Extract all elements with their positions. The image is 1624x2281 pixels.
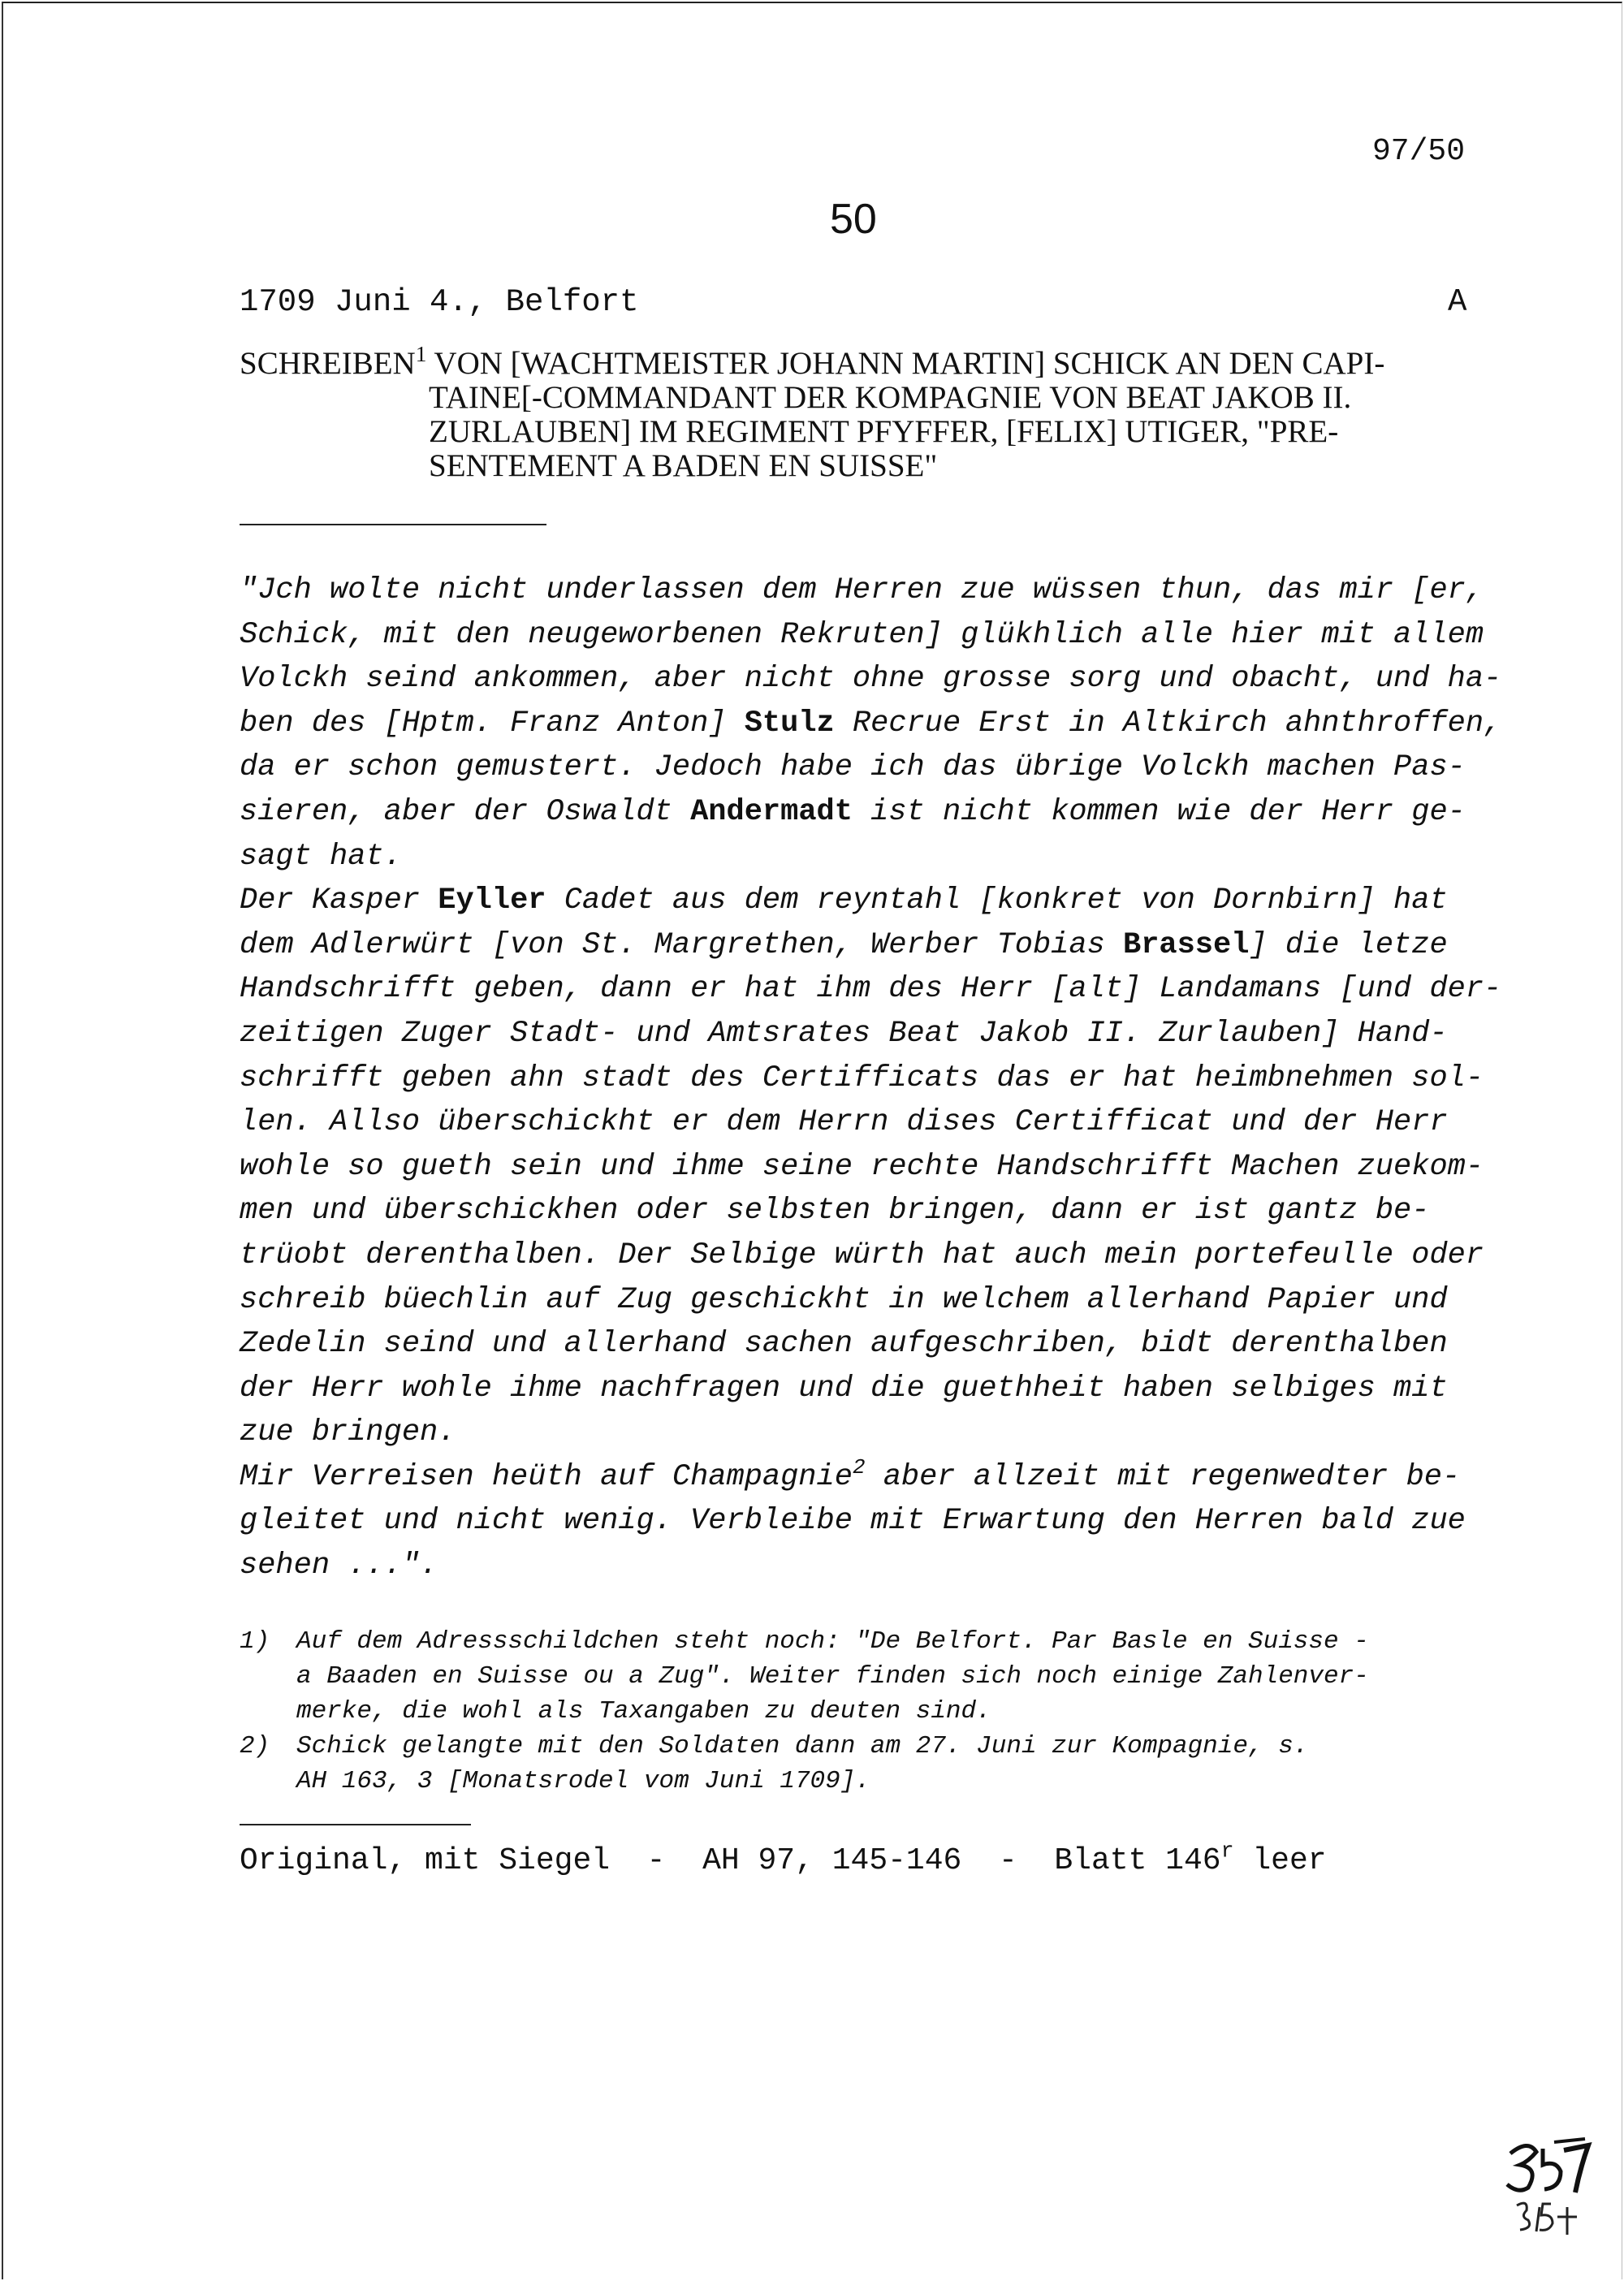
body-line bbox=[240, 1455, 1474, 1500]
date-place: 1709 Juni 4., Belfort bbox=[240, 284, 639, 320]
body-text: Cadet aus dem reyntahl [konkret von Dornbirn] hat bbox=[546, 883, 1448, 918]
folio-side: r bbox=[1220, 1838, 1234, 1864]
body-line: sehen ...". bbox=[240, 1549, 438, 1583]
person-name: Stulz bbox=[744, 706, 835, 741]
body-line bbox=[240, 702, 1502, 746]
body-text: Der Kasper bbox=[240, 883, 438, 918]
footnote-1 bbox=[240, 1624, 1474, 1729]
footnote-marker: 2) bbox=[240, 1732, 270, 1760]
heading-text: SCHREIBEN bbox=[240, 346, 416, 381]
body-line bbox=[240, 790, 1474, 835]
body-line: Volckh seind ankommen, aber nicht ohne grosse sorg und obacht, und ha- bbox=[240, 662, 1502, 697]
footnote-2 bbox=[240, 1729, 1474, 1799]
archive-number: 97/50 bbox=[1372, 134, 1466, 169]
body-line: wohle so gueth sein und ihme seine rechte Handschrifft Machen zuekom- bbox=[240, 1149, 1484, 1184]
body-text: sieren, aber der Oswaldt bbox=[240, 794, 691, 829]
heading-line bbox=[240, 342, 1474, 381]
body-line: gleitet und nicht wenig. Verbleibe mit Erwartung den Herren bald zue bbox=[240, 1504, 1466, 1539]
heading-line: ZURLAUBEN] IM REGIMENT PFYFFER, [FELIX] UTIGER, "PRE- bbox=[429, 414, 1339, 449]
footnote-ref: 2 bbox=[852, 1454, 866, 1480]
body-line: da er schon gemustert. Jedoch habe ich das übrige Volckh machen Pas- bbox=[240, 750, 1466, 785]
footnotes bbox=[240, 1624, 1474, 1799]
body-line: trüobt derenthalben. Der Selbige würth hat auch mein portefeulle oder bbox=[240, 1238, 1484, 1272]
body-line: "Jch wolte nicht underlassen dem Herren zue wüssen thun, das mir [er, bbox=[240, 573, 1484, 607]
body-text: dem Adlerwürt [von St. Margrethen, Werber Tobias bbox=[240, 927, 1123, 962]
body-line bbox=[240, 923, 1474, 968]
body-line: zue bringen. bbox=[240, 1415, 456, 1450]
body-text: Recrue Erst in Altkirch ahnthroffen, bbox=[834, 706, 1502, 741]
body-line: sagt hat. bbox=[240, 839, 402, 874]
body-line: der Herr wohle ihme nachfragen und die guethheit haben selbiges mit bbox=[240, 1371, 1448, 1406]
body-line: Zedelin seind und allerhand sachen aufgeschriben, bidt derenthalben bbox=[240, 1327, 1448, 1362]
footnote-line: Auf dem Adressschildchen steht noch: "De Belfort. Par Basle en Suisse - bbox=[296, 1627, 1369, 1656]
person-name: Andermadt bbox=[690, 794, 853, 829]
footnote-marker: 1) bbox=[240, 1627, 270, 1656]
body-text: aber allzeit mit regenwedter be- bbox=[865, 1459, 1461, 1494]
footnote-text bbox=[296, 1624, 1369, 1729]
body-text: ist nicht kommen wie der Herr ge- bbox=[852, 794, 1466, 829]
body-line: schrifft geben ahn stadt des Certifficats das er hat heimbnehmen sol- bbox=[240, 1061, 1484, 1095]
heading-text: VON [WACHTMEISTER JOHANN MARTIN] SCHICK AN DEN CAPI- bbox=[426, 346, 1385, 381]
heading-line: SENTEMENT A BADEN EN SUISSE" bbox=[429, 448, 938, 483]
body-text: ben des [Hptm. Franz Anton] bbox=[240, 706, 745, 741]
source-text: Original, mit Siegel - AH 97, 145-146 - Blatt 146 bbox=[240, 1843, 1221, 1878]
footnote-line: Schick gelangte mit den Soldaten dann am 27. Juni zur Kompagnie, s. bbox=[296, 1732, 1309, 1760]
footnote-ref: 1 bbox=[415, 342, 427, 366]
person-name: Eyller bbox=[438, 883, 546, 918]
person-name: Brassel bbox=[1122, 927, 1250, 962]
body-line bbox=[240, 879, 1474, 923]
letter-body bbox=[240, 568, 1502, 1588]
heading-line: TAINE[-COMMANDANT DER KOMPAGNIE VON BEAT JAKOB II. bbox=[429, 380, 1352, 415]
footnote-line: AH 163, 3 [Monatsrodel vom Juni 1709]. bbox=[296, 1767, 870, 1795]
body-text: ] die letze bbox=[1249, 927, 1448, 962]
body-line: Handschrifft geben, dann er hat ihm des Herr [alt] Landamans [und der- bbox=[240, 972, 1502, 1007]
footnote-text bbox=[296, 1729, 1308, 1799]
footnote-line: a Baaden en Suisse ou a Zug". Weiter finden sich noch einige Zahlenver- bbox=[296, 1662, 1369, 1691]
document-heading bbox=[240, 342, 1474, 483]
body-line: schreib büechlin auf Zug geschickht in welchem allerhand Papier und bbox=[240, 1282, 1448, 1317]
source-note bbox=[240, 1838, 1327, 1878]
source-text: leer bbox=[1233, 1843, 1327, 1878]
footnote-line: merke, die wohl als Taxangaben zu deuten sind. bbox=[296, 1697, 991, 1726]
body-line: zeitigen Zuger Stadt- und Amtsrates Beat Jakob II. Zurlauben] Hand- bbox=[240, 1016, 1448, 1051]
body-text: Mir Verreisen heüth auf Champagnie bbox=[240, 1459, 853, 1494]
divider bbox=[240, 1824, 471, 1825]
document-number: 50 bbox=[830, 196, 877, 243]
body-line: Schick, mit den neugeworbenen Rekruten] glükhlich alle hier mit allem bbox=[240, 617, 1484, 652]
handwritten-folio-number bbox=[1504, 2136, 1593, 2241]
body-line: men und überschickhen oder selbsten bringen, dann er ist gantz be- bbox=[240, 1194, 1430, 1229]
body-line: len. Allso überschickht er dem Herrn dises Certifficat und der Herr bbox=[240, 1105, 1448, 1140]
document-letter: A bbox=[1448, 284, 1467, 320]
divider bbox=[240, 524, 546, 525]
